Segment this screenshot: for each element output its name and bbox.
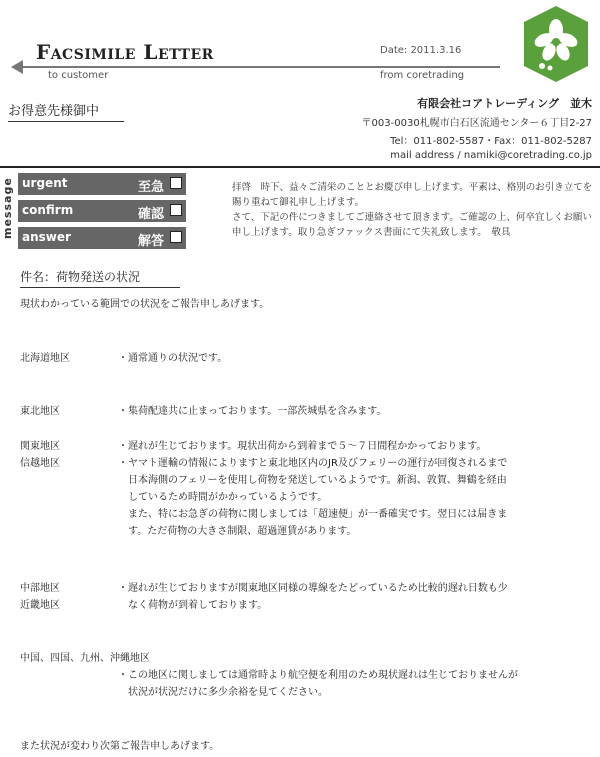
date: Date: 2011.3.16 (380, 45, 462, 56)
status-line: しているため時間がかかっているようです。 (128, 492, 328, 503)
region-shinetsu: 信越地区 (20, 458, 60, 469)
status-line: す。ただ荷物の大きさ制限、超過運賃があります。 (128, 526, 357, 537)
divider (0, 166, 600, 168)
region-kinki: 近畿地区 (20, 600, 60, 611)
tag-en: answer (22, 230, 71, 244)
chubu-status (118, 580, 588, 614)
tag-en: confirm (22, 203, 74, 217)
hokkaido-status: ・通常通りの状況です。 (118, 353, 228, 364)
status-line: 日本海側のフェリーを使用し荷物を発送しているようです。新潟、敦賀、舞鶴を経由 (128, 475, 507, 486)
urgent-tag (18, 173, 186, 195)
region-kanto: 関東地区 (20, 441, 60, 452)
region-hokkaido: 北海道地区 (20, 353, 70, 364)
status-line: ・遅れが生じておりますが関東地区同様の導線をたどっているため比較的遅れ日数も少 (118, 583, 508, 594)
status-line: ・ヤマト運輸の情報によりますと東北地区内のJR及びフェリーの運行が回復されるまで (118, 458, 508, 469)
greeting-line: さて、下記の件につきましてご連絡させて頂きます。ご確認の上、何卒宜しくお願い申し上げます。取り急ぎファックス書面にて失礼致します。 敬具 (232, 212, 592, 238)
sender-mail: mail address / namiki@coretrading.co.jp (390, 150, 592, 161)
status-line: 状況が状況だけに多少余裕を見てください。 (128, 687, 328, 698)
region-west: 中国、四国、九州、沖縄地区 (20, 653, 150, 664)
greeting (232, 180, 594, 240)
urgent-checkbox[interactable] (170, 177, 182, 189)
tag-jp: 解答 (137, 234, 164, 249)
confirm-tag (18, 200, 186, 222)
flower-logo-icon (516, 4, 596, 84)
kanto-status (118, 438, 588, 540)
status-line: なく荷物が到着しております。 (128, 600, 268, 611)
to-label: to customer (48, 70, 109, 81)
subject: 件名：荷物発送の状況 (20, 268, 180, 288)
sender-address: 〒003-0030札幌市白石区流通センター６丁目2-27 (361, 118, 592, 129)
from-label: from coretrading (380, 70, 465, 81)
confirm-checkbox[interactable] (170, 204, 182, 216)
status-line: ・遅れが生じております。現状出荷から到着まで５〜７日間程かかっております。 (118, 441, 487, 452)
tohoku-status: ・集荷配達共に止まっております。一部茨城県を含みます。 (118, 406, 387, 417)
intro: 現状わかっている範囲での状況をご報告申しあげます。 (20, 299, 270, 310)
message-label: message (1, 177, 14, 239)
arrow-line (20, 66, 500, 68)
status-line: ・この地区に関しましては通常時より航空便を利用のため現状遅れは生じておりませんが (118, 670, 518, 681)
region-tohoku: 東北地区 (20, 406, 60, 417)
sender-company: 有限会社コアトレーディング 並木 (417, 97, 592, 110)
document-title: Facsimile Letter (36, 40, 214, 64)
greeting-line: 拝啓 時下、益々ご清栄のこととお慶び申し上げます。平素は、格別のお引き立てを賜り重ねて御礼申し上げます。 (232, 182, 593, 208)
sender-phone: Tel：011-802-5587・Fax：011-802-5287 (390, 136, 592, 147)
status-line: また、特にお急ぎの荷物に関しましては「超速便」が一番確実です。翌日には届きま (128, 509, 508, 520)
recipient: お得意先様御中 (8, 100, 124, 122)
west-status (118, 667, 588, 701)
region-chubu: 中部地区 (20, 583, 60, 594)
tag-en: urgent (22, 176, 68, 190)
tag-jp: 至急 (137, 180, 164, 195)
tag-jp: 確認 (137, 207, 164, 222)
closing: また状況が変わり次第ご報告申しあげます。 (20, 741, 220, 752)
answer-tag (18, 227, 186, 249)
arrow-left-icon (11, 60, 23, 74)
answer-checkbox[interactable] (170, 231, 182, 243)
